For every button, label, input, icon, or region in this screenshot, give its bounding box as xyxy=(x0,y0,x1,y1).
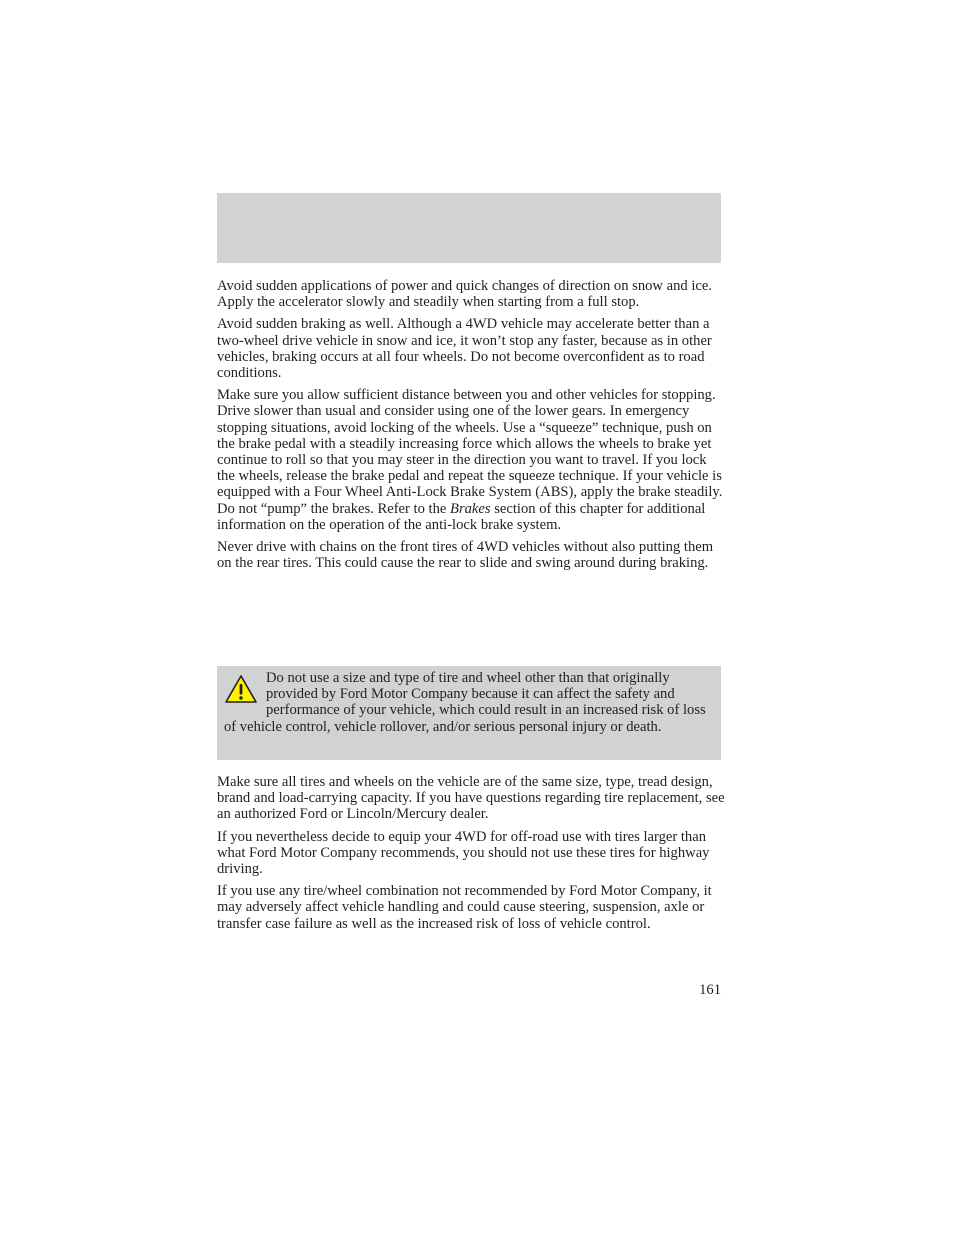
page-number: 161 xyxy=(699,982,721,998)
chapter-header-band xyxy=(217,193,721,263)
brakes-section-reference: Brakes xyxy=(450,500,491,517)
body-text-bottom xyxy=(217,774,725,938)
paragraph-chains: Never drive with chains on the front tires of 4WD vehicles without also putting them on the rear tires. This could cause the rear to slide and swing around during braking. xyxy=(217,539,714,572)
warning-triangle-icon xyxy=(224,674,258,704)
paragraph-stopping-distance xyxy=(217,387,725,533)
paragraph-stopping-distance-text-end: section of this chapter for additional information on the operation of the anti-lock brake system. xyxy=(217,500,706,533)
warning-box xyxy=(217,666,721,760)
paragraph-sudden-power: Avoid sudden applications of power and quick changes of direction on snow and ice. Apply the accelerator slowly and steadily when starting from a full stop. xyxy=(217,278,712,311)
warning-text: Do not use a size and type of tire and wheel other than that originally provided by Ford Motor Company because it can affect the safety and performance of your vehicle, which could result in an increased risk of loss of vehicle control, vehicle rollover, and/or serious personal injury or death. xyxy=(224,670,706,735)
body-text-top xyxy=(217,278,725,577)
paragraph-off-road-tires: If you nevertheless decide to equip your 4WD for off-road use with tires larger than what Ford Motor Company recommends, you should not use these tires for highway driving. xyxy=(217,828,710,878)
paragraph-tire-wheel-combination: If you use any tire/wheel combination not recommended by Ford Motor Company, it may adversely affect vehicle handling and could cause steering, suspension, axle or transfer case failure as well as the increased risk of loss of vehicle control. xyxy=(217,883,712,932)
paragraph-stopping-distance-text: Make sure you allow sufficient distance between you and other vehicles for stopping. Drive slower than usual and consider using one of the lower gears. In emergency stopping situations, avoid locking of the wheels. Use a “squeeze” technique, push on the brake pedal with a steadily increasing force which allows the wheels to brake yet continue to roll so that you may steer in the direction you want to travel. If you lock the wheels, release the brake pedal and repeat the squeeze technique. If your vehicle is equipped with a Four Wheel Anti-Lock Brake System (ABS), apply the brake steadily. Do not “pump” the brakes. Refer to the xyxy=(217,387,723,517)
paragraph-sudden-braking: Avoid sudden braking as well. Although a 4WD vehicle may accelerate better than a two-wheel drive vehicle in snow and ice, it won’t stop any faster, because as in other vehicles, braking occurs at all four wheels. Do not become overconfident as to road conditions. xyxy=(217,316,712,382)
paragraph-same-size-tires: Make sure all tires and wheels on the vehicle are of the same size, type, tread design, brand and load-carrying capacity. If you have questions regarding tire replacement, see an authorized Ford or Lincoln/Mercury dealer. xyxy=(217,774,725,823)
